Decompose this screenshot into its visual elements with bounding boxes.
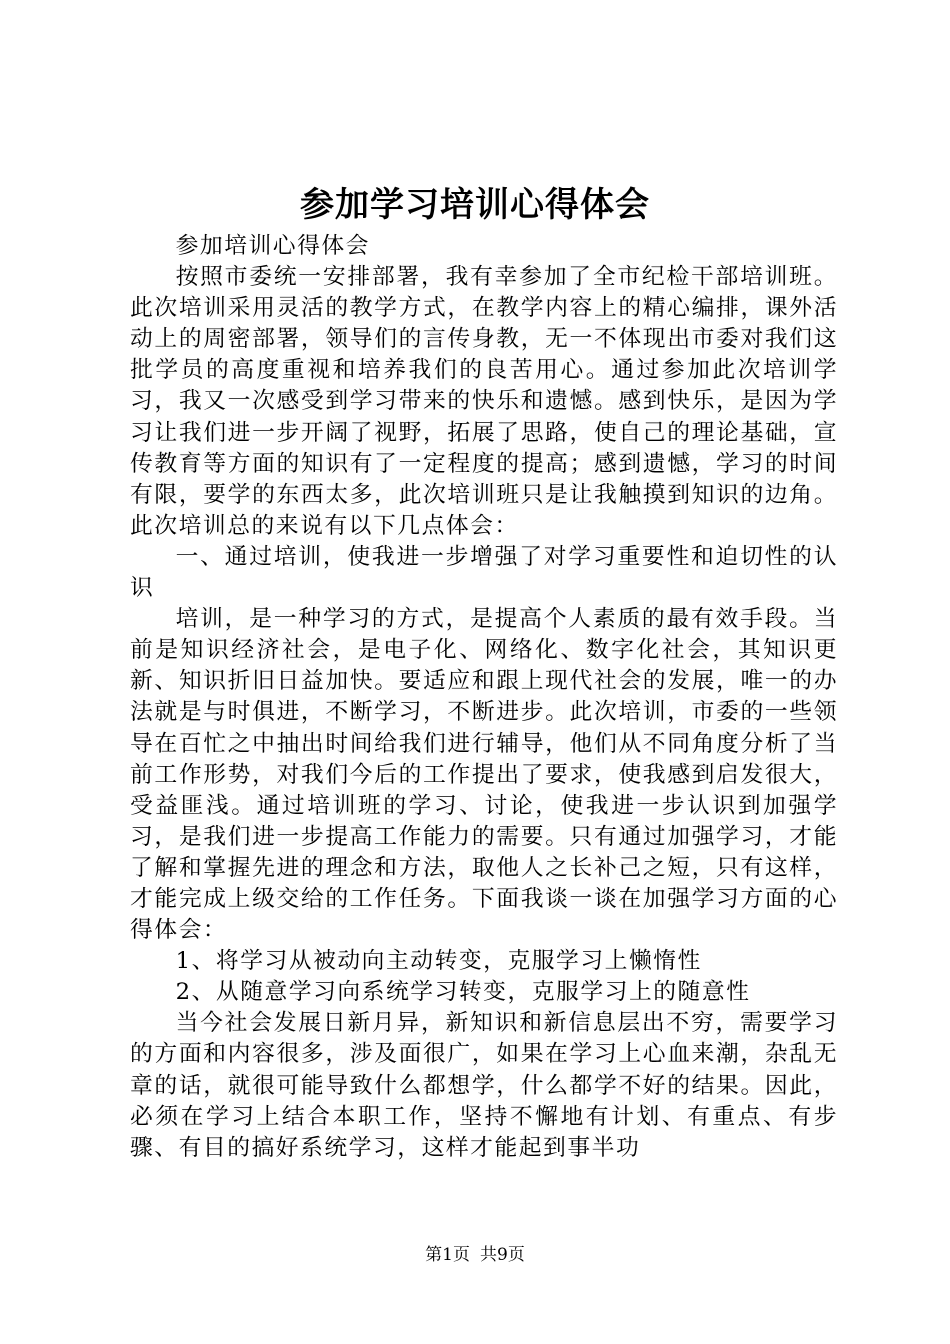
page-total: 共9页	[480, 1245, 525, 1265]
paragraph-training: 培训，是一种学习的方式，是提高个人素质的最有效手段。当前是知识经济社会，是电子化、网络化、数字化社会，其知识更新、知识折旧日益加快。要适应和跟上现代社会的发展，唯一的办法就是与时俱进，不断学习，不断进步。此次培训，市委的一些领导在百忙之中抽出时间给我们进行辅导，他们从不同角度分析了当前工作形势，对我们今后的工作提出了要求，使我感到启发很大，受益匪浅。通过培训班的学习、讨论，使我进一步认识到加强学习，是我们进一步提高工作能力的需要。只有通过加强学习，才能了解和掌握先进的理念和方法，取他人之长补己之短，只有这样，才能完成上级交给的工作任务。下面我谈一谈在加强学习方面的心得体会：	[130, 606, 838, 944]
document-title: 参加学习培训心得体会	[300, 185, 650, 225]
page-footer	[0, 1243, 950, 1267]
paragraph-point-1: 1、将学习从被动向主动转变，克服学习上懒惰性	[175, 948, 702, 975]
paragraph-society: 当今社会发展日新月异，新知识和新信息层出不穷，需要学习的方面和内容很多，涉及面很广，如果在学习上心血来潮，杂乱无章的话，就很可能导致什么都想学，什么都学不好的结果。因此，必须在学习上结合本职工作，坚持不懈地有计划、有重点、有步骤、有目的搞好系统学习，这样才能起到事半功	[130, 1010, 838, 1161]
document-body	[130, 231, 838, 1164]
page-number: 第1页	[425, 1245, 470, 1265]
paragraph-intro: 按照市委统一安排部署，我有幸参加了全市纪检干部培训班。此次培训采用灵活的教学方式，在教学内容上的精心编排，课外活动上的周密部署，领导们的言传身教，无一不体现出市委对我们这批学员的高度重视和培养我们的良苦用心。通过参加此次培训学习，我又一次感受到学习带来的快乐和遗憾。感到快乐，是因为学习让我们进一步开阔了视野，拓展了思路，使自己的理论基础，宣传教育等方面的知识有了一定程度的提高；感到遗憾，学习的时间有限，要学的东西太多，此次培训班只是让我触摸到知识的边角。此次培训总的来说有以下几点体会：	[130, 264, 838, 539]
paragraph-subtitle: 参加培训心得体会	[175, 233, 370, 259]
paragraph-heading-1: 一、通过培训，使我进一步增强了对学习重要性和迫切性的认识	[130, 543, 838, 602]
paragraph-point-2: 2、从随意学习向系统学习转变，克服学习上的随意性	[175, 979, 751, 1006]
